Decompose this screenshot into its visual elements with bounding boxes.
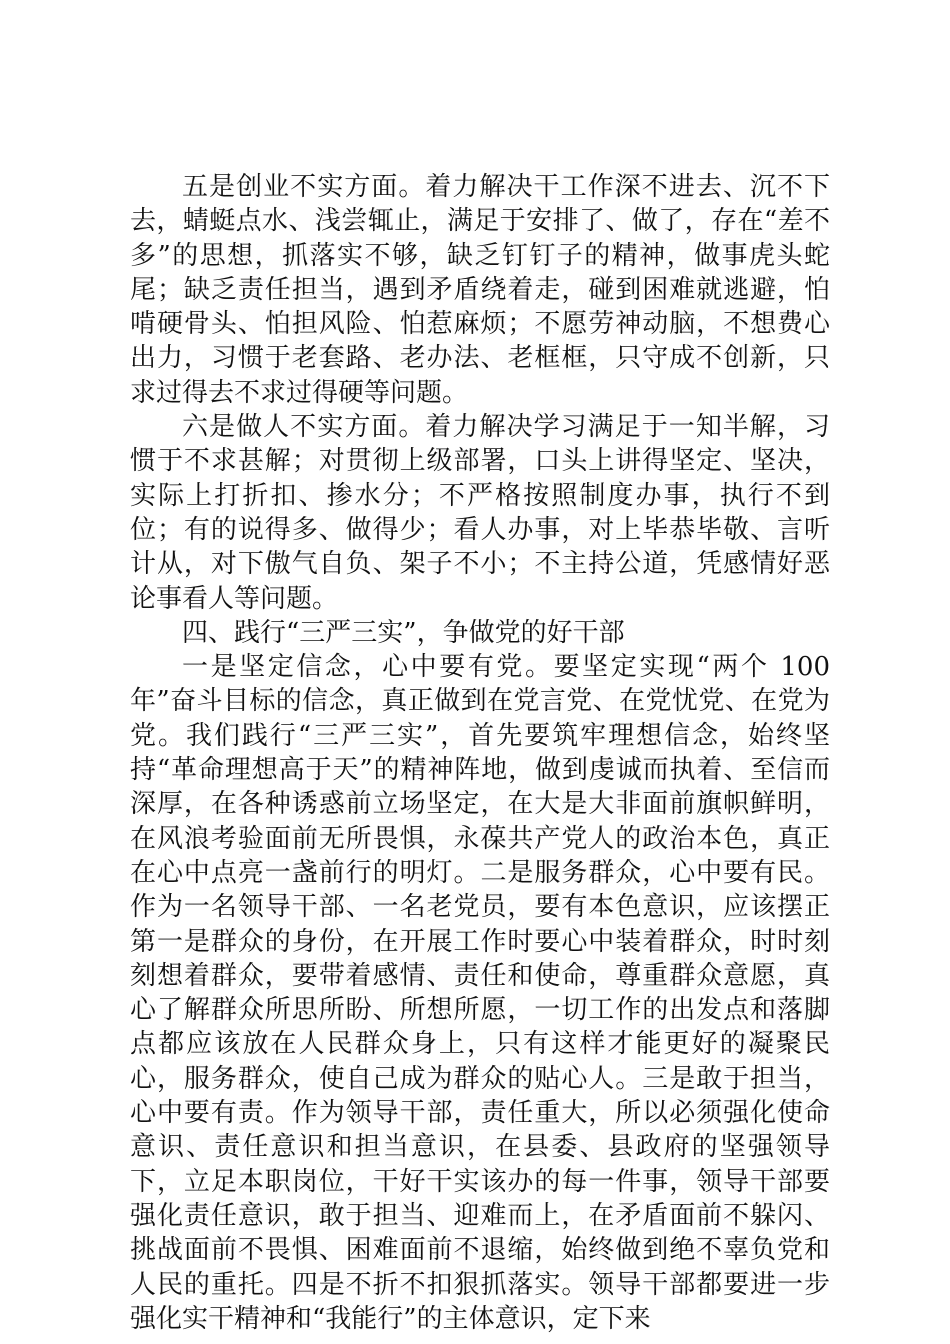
- section-heading-four: 四、践行“三严三实”，争做党的好干部: [182, 617, 625, 648]
- document-body: [130, 170, 830, 1336]
- paragraph-five-startup: 五是创业不实方面。着力解决干工作深不进去、沉不下去，蜻蜓点水、浅尝辄止，满足于安排了、做了，存在“差不多”的思想，抓落实不够，缺乏钉钉子的精神，做事虎头蛇尾；缺乏责任担当，遇到矛盾绕着走，碰到困难就逃避，怕啃硬骨头、怕担风险、怕惹麻烦；不愿劳神动脑，不想费心出力，习惯于老套路、老办法、老框框，只守成不创新，只求过得去不求过得硬等问题。: [130, 172, 830, 408]
- paragraph-six-conduct: 六是做人不实方面。着力解决学习满足于一知半解，习惯于不求甚解；对贯彻上级部署，口头上讲得坚定、坚决，实际上打折扣、掺水分；不严格按照制度办事，执行不到位；有的说得多、做得少；看人办事，对上毕恭毕敬、言听计从，对下傲气自负、架子不小；不主持公道，凭感情好恶论事看人等问题。: [130, 412, 830, 614]
- paragraph-firm-belief: 一是坚定信念，心中要有党。要坚定实现“两个 100 年”奋斗目标的信念，真正做到在党言党、在党忧党、在党为党。我们践行“三严三实”，首先要筑牢理想信念，始终坚持“革命理想高于天”的精神阵地，做到虔诚而执着、至信而深厚，在各种诱惑前立场坚定，在大是大非面前旗帜鲜明，在风浪考验面前无所畏惧，永葆共产党人的政治本色，真正在心中点亮一盏前行的明灯。二是服务群众，心中要有民。作为一名领导干部、一名老党员，要有本色意识，应该摆正第一是群众的身份，在开展工作时要心中装着群众，时时刻刻想着群众，要带着感情、责任和使命，尊重群众意愿，真心了解群众所思所盼、所想所愿，一切工作的出发点和落脚点都应该放在人民群众身上，只有这样才能更好的凝聚民心，服务群众，使自己成为群众的贴心人。三是敢于担当，心中要有责。作为领导干部，责任重大，所以必须强化使命意识、责任意识和担当意识，在县委、县政府的坚强领导下，立足本职岗位，干好干实该办的每一件事，领导干部要强化责任意识，敢于担当、迎难而上，在矛盾面前不躲闪、挑战面前不畏惧、困难面前不退缩，始终做到绝不辜负党和人民的重托。四是不折不扣狠抓落实。领导干部都要进一步强化实干精神和“我能行”的主体意识，定下来: [130, 652, 830, 1334]
